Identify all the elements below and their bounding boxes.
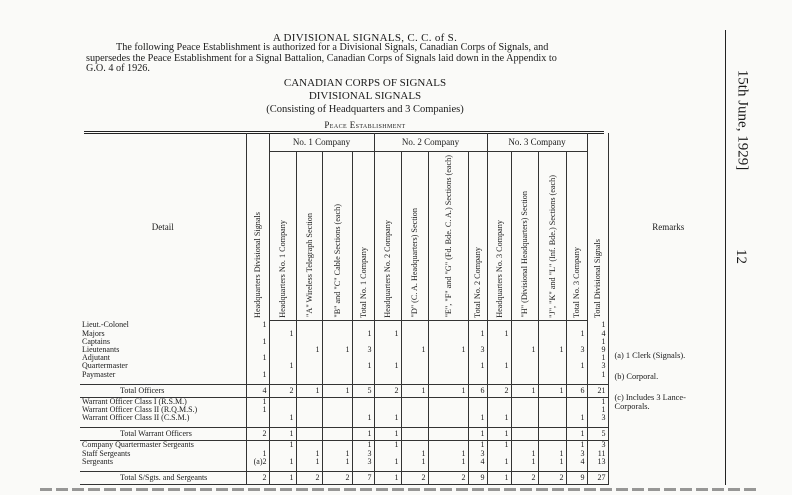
table-cell: 9	[566, 472, 587, 485]
intro-paragraph	[86, 43, 726, 75]
table-cell: 2	[538, 472, 566, 485]
table-cell: 3	[352, 458, 374, 466]
table-cell	[401, 321, 428, 330]
table-cell: 2	[246, 472, 269, 485]
establishment-label: Peace Establishment	[324, 120, 406, 130]
table-cell	[566, 371, 587, 379]
side-date: 15th June, 1929]	[734, 69, 751, 171]
table-cell	[428, 406, 468, 414]
row-label: Paymaster	[82, 370, 116, 379]
table-cell	[487, 371, 511, 379]
table-cell: 11	[587, 450, 608, 458]
table-cell: 1	[374, 472, 401, 485]
table-cell	[538, 321, 566, 330]
table-cell: 1	[511, 458, 538, 466]
row-label: Quartermaster	[82, 362, 128, 371]
remark-note: (c) Includes 3 Lance-Corporals.	[614, 392, 686, 411]
table-cell	[246, 414, 269, 422]
table-cell: 1	[511, 450, 538, 458]
row-label: Lieut.-Colonel	[82, 320, 129, 330]
table-cell: 1	[269, 362, 296, 370]
table-cell: 1	[296, 384, 322, 397]
table-cell	[269, 397, 296, 406]
table-cell: 1	[487, 362, 511, 370]
table-cell: 3	[468, 450, 487, 458]
group-header: No. 2 Company	[374, 133, 487, 152]
table-cell	[468, 397, 487, 406]
column-header: Total No. 3 Company	[566, 152, 587, 321]
table-cell: 1	[566, 441, 587, 450]
table-cell	[538, 406, 566, 414]
table-cell: 2	[269, 384, 296, 397]
table-cell: 1	[269, 472, 296, 485]
document-heading: A DIVISIONAL SIGNALS, C. C. of S.	[272, 32, 458, 44]
table-cell	[511, 354, 538, 362]
page-number: 12	[733, 249, 749, 264]
table-cell: 1	[322, 384, 352, 397]
table-cell: 1	[322, 458, 352, 466]
table-cell: 2	[428, 472, 468, 485]
row-label: Majors	[82, 329, 105, 338]
row-label: Total Officers	[80, 384, 246, 397]
table-cell: 2	[296, 472, 322, 485]
column-header: Headquarters No. 3 Company	[487, 152, 511, 321]
table-cell: 1	[428, 458, 468, 466]
table-cell	[511, 397, 538, 406]
table-cell: 1	[401, 384, 428, 397]
table-cell: 1	[296, 458, 322, 466]
table-cell: 1	[487, 428, 511, 441]
table-cell	[511, 414, 538, 422]
column-header: Headquarters No. 2 Company	[374, 152, 401, 321]
table-cell: 1	[246, 397, 269, 406]
table-cell	[374, 346, 401, 354]
table-cell: 3	[352, 450, 374, 458]
table-cell: 1	[269, 441, 296, 450]
row-label: Company Quartermaster Sergeants	[82, 440, 194, 450]
row-label: Sergeants	[82, 457, 113, 466]
bottom-edge	[40, 488, 760, 491]
table-cell: 1	[322, 450, 352, 458]
table-cell: 1	[246, 450, 269, 458]
table-cell: 1	[352, 330, 374, 338]
table-cell: 1	[487, 472, 511, 485]
table-cell	[322, 321, 352, 330]
table-cell: 4	[566, 458, 587, 466]
table-cell	[428, 428, 468, 441]
group-header: No. 1 Company	[269, 133, 374, 152]
table-cell: 1	[587, 338, 608, 346]
table-cell	[487, 397, 511, 406]
table-cell	[322, 330, 352, 338]
table-cell	[352, 371, 374, 379]
table-cell: 1	[246, 338, 269, 346]
table-cell	[296, 371, 322, 379]
table-cell	[401, 406, 428, 414]
table-cell	[487, 338, 511, 346]
table-cell: 1	[374, 428, 401, 441]
top-rule	[84, 131, 604, 132]
table-cell: 1	[352, 414, 374, 422]
table-cell: 4	[468, 458, 487, 466]
table-cell	[401, 362, 428, 370]
table-cell: 5	[352, 384, 374, 397]
table-cell	[511, 406, 538, 414]
table-cell	[296, 406, 322, 414]
table-cell	[322, 354, 352, 362]
column-header: "D" (C. A. Headquarters) Section	[401, 152, 428, 321]
table-cell	[428, 414, 468, 422]
table-cell	[374, 338, 401, 346]
table-cell	[296, 362, 322, 370]
table-cell: 3	[468, 346, 487, 354]
column-header: Headquarters Divisional Signals	[246, 133, 269, 321]
table-cell	[428, 354, 468, 362]
table-cell	[269, 371, 296, 379]
table-cell	[538, 371, 566, 379]
table-cell	[401, 371, 428, 379]
document-title: CANADIAN CORPS OF SIGNALS	[283, 77, 447, 89]
table-cell	[428, 330, 468, 338]
table-cell	[538, 354, 566, 362]
column-header: Headquarters No. 1 Company	[269, 152, 296, 321]
table-cell	[538, 330, 566, 338]
column-header: Total Divisional Signals	[587, 133, 608, 321]
column-header: Total No. 1 Company	[352, 152, 374, 321]
table-cell: 1	[428, 346, 468, 354]
table-cell	[374, 371, 401, 379]
table-cell	[566, 397, 587, 406]
table-cell	[322, 362, 352, 370]
row-label: Warrant Officer Class II (C.S.M.)	[82, 414, 190, 423]
table-cell: 1	[511, 384, 538, 397]
table-cell: 1	[468, 414, 487, 422]
table-cell: 6	[566, 384, 587, 397]
table-cell	[511, 321, 538, 330]
table-cell	[511, 371, 538, 379]
table-cell: 1	[587, 321, 608, 330]
table-cell: 1	[538, 384, 566, 397]
table-cell: 2	[246, 428, 269, 441]
table-cell	[468, 371, 487, 379]
row-label: Lieutenants	[82, 346, 120, 354]
remark-note: (a) 1 Clerk (Signals).	[614, 350, 686, 360]
table-cell: 3	[587, 362, 608, 370]
table-cell: 5	[587, 428, 608, 441]
intro-line: The following Peace Establishment is authorized for a Divisional Signals, Canadian Corps of Signals, and	[116, 42, 549, 53]
table-cell: 1	[468, 428, 487, 441]
row-label: Staff Sergeants	[82, 449, 131, 458]
table-cell	[322, 397, 352, 406]
row-label: Total Warrant Officers	[80, 428, 246, 441]
table-cell	[322, 406, 352, 414]
establishment-table	[80, 133, 728, 485]
table-cell: 9	[587, 346, 608, 354]
table-cell: 1	[322, 346, 352, 354]
column-header: "H" (Divisional Headquarters) Section	[511, 152, 538, 321]
table-cell: 7	[352, 472, 374, 485]
table-cell: 1	[487, 441, 511, 450]
table-cell	[296, 414, 322, 422]
table-cell	[296, 330, 322, 338]
table-cell: 1	[487, 330, 511, 338]
table-cell	[296, 428, 322, 441]
table-cell: 1	[487, 458, 511, 466]
table-cell: 1	[566, 428, 587, 441]
table-cell: 1	[587, 354, 608, 362]
consisting-note: (Consisting of Headquarters and 3 Companies)	[266, 104, 464, 115]
table-cell: 1	[401, 458, 428, 466]
column-header: Total No. 2 Company	[468, 152, 487, 321]
row-label: Captains	[82, 337, 110, 346]
table-cell: 1	[511, 346, 538, 354]
table-cell: 1	[246, 321, 269, 330]
table-cell	[352, 397, 374, 406]
table-cell: 1	[374, 458, 401, 466]
table-cell: 1	[566, 330, 587, 338]
column-header: "J", "K" and "L" (Inf. Bde.) Sections (each)	[538, 152, 566, 321]
table-cell: 1	[401, 450, 428, 458]
table-cell: 1	[269, 458, 296, 466]
column-header: "A" Wireless Telegraph Section	[296, 152, 322, 321]
table-cell: 1	[428, 384, 468, 397]
remark-note: (b) Corporal.	[614, 371, 659, 381]
table-cell: 1	[587, 397, 608, 406]
table-cell	[401, 428, 428, 441]
table-cell	[269, 338, 296, 346]
table-cell: 1	[269, 330, 296, 338]
table-cell: 1	[566, 362, 587, 370]
table-cell	[538, 428, 566, 441]
table-cell: 21	[587, 384, 608, 397]
table-cell: 1	[296, 346, 322, 354]
intro-line: G.O. 4 of 1926.	[86, 63, 150, 74]
table-cell	[401, 330, 428, 338]
column-header: "E", "F" and "G" (Fd. Bde. C. A.) Sections (each)	[428, 152, 468, 321]
table-cell: 13	[587, 458, 608, 466]
remarks-header: Remarks	[608, 133, 728, 321]
group-header: No. 3 Company	[487, 133, 587, 152]
row-label: Adjutant	[82, 354, 110, 363]
table-cell: 1	[428, 450, 468, 458]
table-cell	[428, 321, 468, 330]
table-row	[80, 321, 728, 330]
table-cell	[322, 371, 352, 379]
table-cell	[538, 362, 566, 370]
table-cell	[511, 330, 538, 338]
table-cell: 1	[352, 362, 374, 370]
table-cell	[269, 346, 296, 354]
remarks-cell	[608, 321, 728, 485]
table-cell: 27	[587, 472, 608, 485]
row-label: Warrant Officer Class II (R.Q.M.S.)	[82, 406, 198, 415]
table-cell	[296, 397, 322, 406]
table-cell	[428, 397, 468, 406]
table-cell: 1	[374, 414, 401, 422]
table-cell: 1	[246, 406, 269, 414]
table-cell	[322, 414, 352, 422]
row-label: Warrant Officer Class I (R.S.M.)	[82, 397, 187, 406]
table-cell	[428, 362, 468, 370]
table-cell: 3	[587, 441, 608, 450]
table-cell: 1	[352, 441, 374, 450]
table-cell	[296, 321, 322, 330]
table-cell	[401, 414, 428, 422]
table-cell: 1	[246, 371, 269, 379]
row-label: Total S/Sgts. and Sergeants	[80, 472, 246, 485]
table-cell: 1	[468, 362, 487, 370]
table-cell: 1	[374, 441, 401, 450]
table-cell: 1	[587, 406, 608, 414]
table-cell: 2	[401, 472, 428, 485]
table-cell	[538, 397, 566, 406]
table-cell: 4	[246, 384, 269, 397]
table-cell: 1	[269, 428, 296, 441]
table-cell: (a)2	[246, 458, 269, 466]
table-cell	[401, 397, 428, 406]
document-subtitle: DIVISIONAL SIGNALS	[308, 90, 422, 102]
table-cell	[511, 428, 538, 441]
column-header: "B" and "C" Cable Sections (each)	[322, 152, 352, 321]
table-cell: 6	[468, 384, 487, 397]
table-cell: 1	[296, 450, 322, 458]
table-cell	[538, 414, 566, 422]
table-cell	[487, 346, 511, 354]
table-cell: 3	[566, 450, 587, 458]
table-cell: 1	[246, 354, 269, 362]
table-cell: 3	[587, 414, 608, 422]
table-cell: 2	[511, 472, 538, 485]
table-cell	[296, 354, 322, 362]
table-cell: 2	[374, 384, 401, 397]
table-cell: 1	[352, 428, 374, 441]
table-cell: 2	[487, 384, 511, 397]
table-cell: 3	[352, 346, 374, 354]
table-cell: 1	[538, 450, 566, 458]
table-cell	[428, 371, 468, 379]
table-cell: 1	[538, 458, 566, 466]
table-cell: 2	[322, 472, 352, 485]
table-cell: 9	[468, 472, 487, 485]
table-cell: 1	[269, 414, 296, 422]
table-cell	[374, 397, 401, 406]
table-cell: 1	[538, 346, 566, 354]
table-cell: 1	[468, 330, 487, 338]
table-cell: 1	[487, 414, 511, 422]
intro-line: supersedes the Peace Establishment for a Signal Battalion, Canadian Corps of Signals laid down in the Appendix to	[86, 52, 557, 64]
table-cell: 1	[374, 330, 401, 338]
table-cell: 4	[587, 330, 608, 338]
table-cell: 1	[468, 441, 487, 450]
table-cell: 1	[374, 362, 401, 370]
table-cell	[322, 428, 352, 441]
table-cell: 1	[566, 414, 587, 422]
table-cell: 1	[587, 371, 608, 379]
detail-header: Detail	[151, 221, 174, 232]
table-cell	[511, 362, 538, 370]
table-cell	[401, 354, 428, 362]
table-cell: 3	[566, 346, 587, 354]
table-cell: 1	[401, 346, 428, 354]
